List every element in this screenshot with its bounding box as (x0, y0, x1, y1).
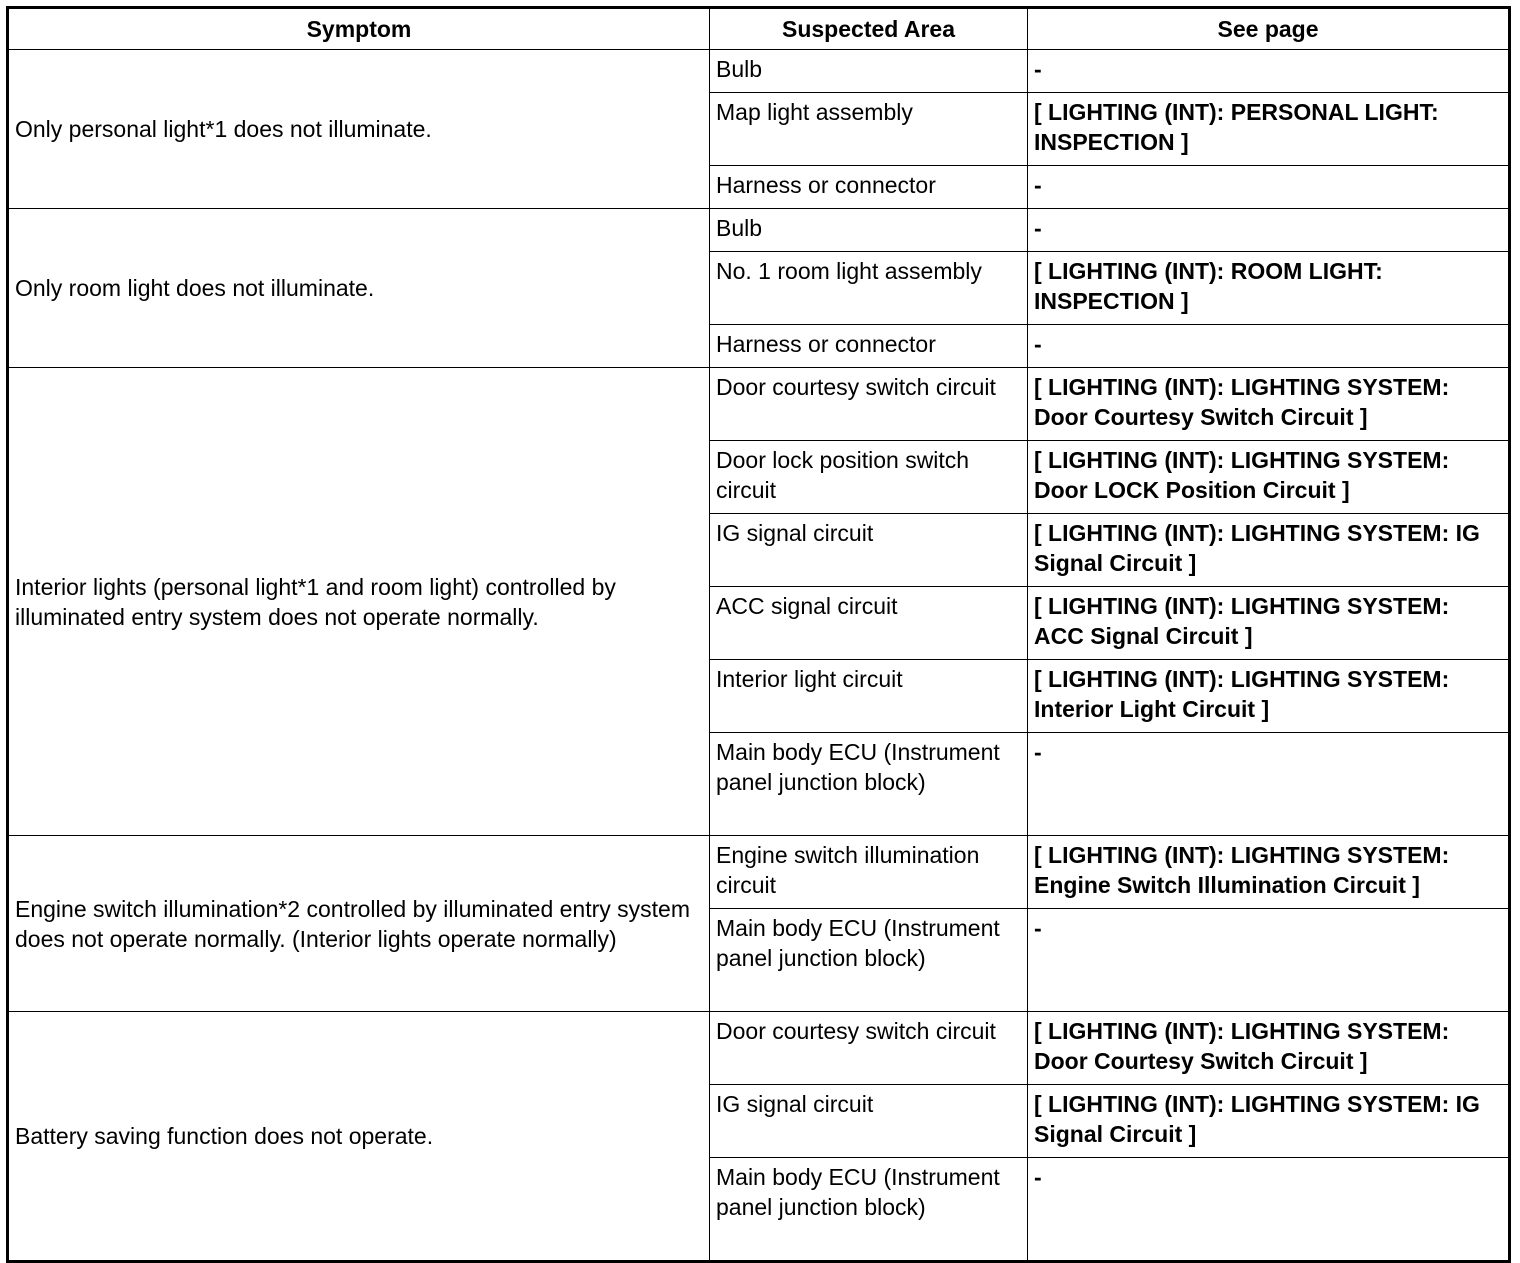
table-row (8, 50, 1510, 93)
see-page-link[interactable]: [ LIGHTING (INT): LIGHTING SYSTEM: Door LOCK Position Circuit ] (1028, 441, 1510, 514)
symptom-cell: Only personal light*1 does not illuminate. (8, 50, 710, 209)
see-page-link[interactable]: [ LIGHTING (INT): LIGHTING SYSTEM: Door Courtesy Switch Circuit ] (1028, 1012, 1510, 1085)
problem-symptoms-table (6, 6, 1511, 1263)
table-row (8, 368, 1510, 441)
suspected-area-cell: Map light assembly (710, 93, 1028, 166)
suspected-area-cell: Door lock position switch circuit (710, 441, 1028, 514)
see-page-cell: - (1028, 733, 1510, 836)
see-page-link[interactable]: [ LIGHTING (INT): LIGHTING SYSTEM: IG Signal Circuit ] (1028, 514, 1510, 587)
suspected-area-cell: Main body ECU (Instrument panel junction block) (710, 1158, 1028, 1262)
suspected-area-cell: Harness or connector (710, 325, 1028, 368)
suspected-area-cell: Bulb (710, 50, 1028, 93)
header-see-page: See page (1028, 8, 1510, 50)
see-page-cell: - (1028, 50, 1510, 93)
see-page-cell: - (1028, 909, 1510, 1012)
suspected-area-cell: Door courtesy switch circuit (710, 368, 1028, 441)
suspected-area-cell: Door courtesy switch circuit (710, 1012, 1028, 1085)
symptom-cell: Battery saving function does not operate. (8, 1012, 710, 1262)
table-row (8, 836, 1510, 909)
suspected-area-cell: Interior light circuit (710, 660, 1028, 733)
see-page-link[interactable]: [ LIGHTING (INT): LIGHTING SYSTEM: Door Courtesy Switch Circuit ] (1028, 368, 1510, 441)
suspected-area-cell: IG signal circuit (710, 514, 1028, 587)
symptom-cell: Interior lights (personal light*1 and room light) controlled by illuminated entry system does not operate normally. (8, 368, 710, 836)
symptom-cell: Engine switch illumination*2 controlled by illuminated entry system does not operate normally. (Interior lights operate normally) (8, 836, 710, 1012)
table-row (8, 209, 1510, 252)
see-page-link[interactable]: [ LIGHTING (INT): ROOM LIGHT: INSPECTION ] (1028, 252, 1510, 325)
see-page-link[interactable]: [ LIGHTING (INT): LIGHTING SYSTEM: Engine Switch Illumination Circuit ] (1028, 836, 1510, 909)
table-header-row (8, 8, 1510, 50)
see-page-link[interactable]: [ LIGHTING (INT): LIGHTING SYSTEM: IG Signal Circuit ] (1028, 1085, 1510, 1158)
see-page-link[interactable]: [ LIGHTING (INT): PERSONAL LIGHT: INSPECTION ] (1028, 93, 1510, 166)
see-page-cell: - (1028, 209, 1510, 252)
suspected-area-cell: Bulb (710, 209, 1028, 252)
see-page-link[interactable]: [ LIGHTING (INT): LIGHTING SYSTEM: ACC Signal Circuit ] (1028, 587, 1510, 660)
header-symptom: Symptom (8, 8, 710, 50)
header-suspected-area: Suspected Area (710, 8, 1028, 50)
suspected-area-cell: IG signal circuit (710, 1085, 1028, 1158)
see-page-link[interactable]: [ LIGHTING (INT): LIGHTING SYSTEM: Interior Light Circuit ] (1028, 660, 1510, 733)
suspected-area-cell: Harness or connector (710, 166, 1028, 209)
suspected-area-cell: Main body ECU (Instrument panel junction block) (710, 909, 1028, 1012)
table-row (8, 1012, 1510, 1085)
symptom-cell: Only room light does not illuminate. (8, 209, 710, 368)
see-page-cell: - (1028, 1158, 1510, 1262)
suspected-area-cell: Main body ECU (Instrument panel junction block) (710, 733, 1028, 836)
see-page-cell: - (1028, 166, 1510, 209)
suspected-area-cell: No. 1 room light assembly (710, 252, 1028, 325)
suspected-area-cell: Engine switch illumination circuit (710, 836, 1028, 909)
see-page-cell: - (1028, 325, 1510, 368)
suspected-area-cell: ACC signal circuit (710, 587, 1028, 660)
